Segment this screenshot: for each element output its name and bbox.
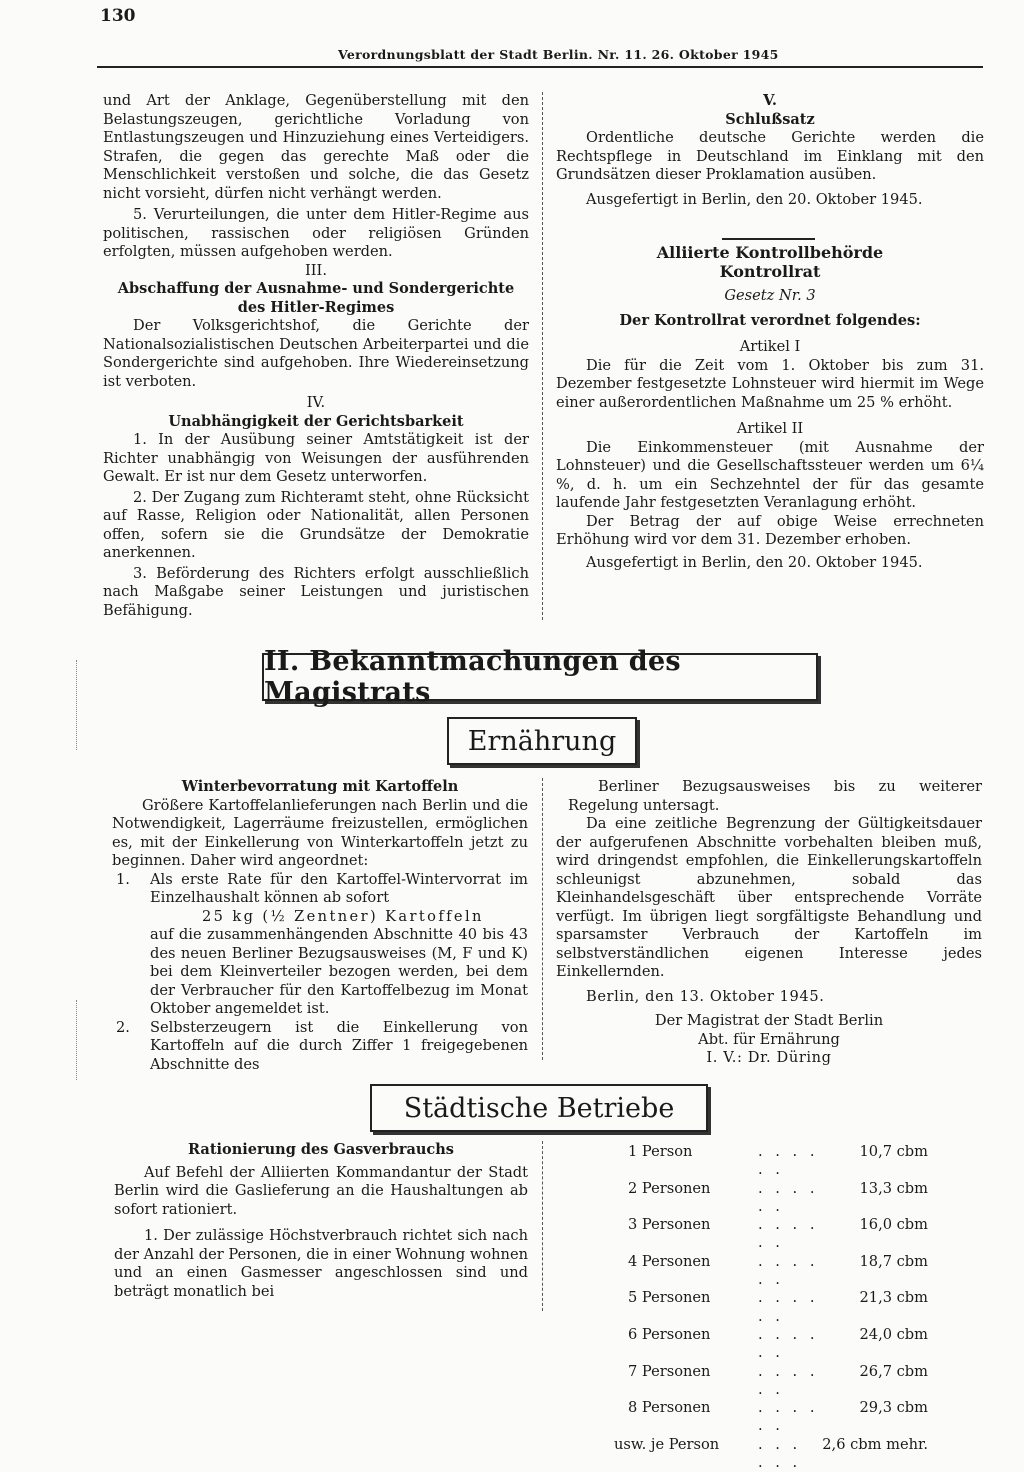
- persons-label: 6 Personen: [628, 1325, 711, 1343]
- table-row: [628, 1399, 948, 1436]
- section-title: Schlußsatz: [725, 110, 815, 128]
- allowance-value: 18,7 cbm: [859, 1252, 928, 1270]
- leader-dots: . . . . . .: [758, 1216, 819, 1252]
- table-row: [628, 1363, 948, 1400]
- signature-line: Abt. für Ernährung: [698, 1030, 840, 1048]
- paragraph: 5. Verurteilungen, die unter dem Hitler-Regime aus politischen, rassischen oder religiösen Gründen erfolgten, müssen aufgehoben werden.: [103, 206, 529, 260]
- gas-allowance-table: [614, 1143, 948, 1472]
- allowance-value: 13,3 cbm: [859, 1179, 928, 1197]
- table-row: [628, 1180, 948, 1217]
- issued-line: Ausgefertigt in Berlin, den 20. Oktober 1945.: [586, 190, 923, 208]
- allowance-value: 16,0 cbm: [859, 1216, 928, 1234]
- persons-label: 3 Personen: [628, 1216, 711, 1234]
- food-right-column: [556, 778, 982, 1068]
- column-divider: [542, 92, 544, 620]
- allowance-value: 2,6 cbm mehr.: [822, 1435, 928, 1453]
- section-title: Abschaffung der Ausnahme- und Sondergerichte: [117, 280, 515, 297]
- leader-dots: . . . . . .: [758, 1399, 819, 1435]
- allowance-value: 24,0 cbm: [859, 1325, 928, 1343]
- signature-line: Der Magistrat der Stadt Berlin: [654, 1012, 884, 1029]
- table-row: [628, 1253, 948, 1290]
- page-number: 130: [100, 6, 136, 26]
- allowance-value: 29,3 cbm: [859, 1399, 928, 1417]
- section-banner-utilities: [370, 1084, 708, 1132]
- authority-title: Alliierte Kontrollbehörde: [656, 243, 884, 262]
- signature-line: I. V.: Dr. Düring: [706, 1049, 832, 1066]
- issued-line: Ausgefertigt in Berlin, den 20. Oktober 1945.: [586, 553, 923, 571]
- section-number: III.: [305, 261, 327, 279]
- table-row: [628, 1289, 948, 1326]
- paragraph: Die für die Zeit vom 1. Oktober bis zum 31. Dezember festgesetzte Lohnsteuer wird hiermit im Wege einer außerordentlichen Maßnahme um 25 % erhöht.: [556, 356, 984, 411]
- paragraph: 1. In der Ausübung seiner Amtstätigkeit ist der Richter unabhängig von Weisungen der ausführenden Gewalt. Er ist nur dem Gesetz unterworfen.: [103, 431, 529, 485]
- table-row: [614, 1435, 948, 1472]
- paragraph: auf die zusammenhängenden Abschnitte 40 bis 43 des neuen Berliner Bezugsausweises (M, F und K) bei dem Kleinverteiler bezogen werden, bei dem der Verbraucher für den Kartoffelbezug im Monat Oktober angemeldet ist.: [150, 926, 528, 1017]
- persons-label: 5 Personen: [628, 1289, 711, 1307]
- article-title: Artikel II: [736, 420, 804, 437]
- paragraph: Als erste Rate für den Kartoffel-Wintervorrat im Einzelhaushalt können ab sofort: [150, 870, 528, 906]
- article-title: Artikel I: [739, 338, 801, 355]
- persons-label: usw. je Person: [614, 1435, 720, 1453]
- paragraph: 1. Der zulässige Höchstverbrauch richtet sich nach der Anzahl der Personen, die in einer Wohnung wohnen und an einen Gasmesser angeschlossen sind und beträgt monatlich bei: [114, 1227, 528, 1300]
- law-title: Gesetz Nr. 3: [724, 287, 816, 304]
- article-heading: Rationierung des Gasverbrauchs: [188, 1141, 454, 1158]
- leader-dots: . . . . . .: [758, 1252, 819, 1289]
- leader-dots: . . . . . .: [758, 1289, 819, 1325]
- leader-dots: . . . . . .: [758, 1179, 819, 1215]
- header-rule: [97, 66, 983, 68]
- allowance-value: 26,7 cbm: [859, 1362, 928, 1380]
- section-title: des Hitler-Regimes: [237, 298, 395, 316]
- food-left-column: [112, 778, 528, 1074]
- persons-label: 7 Personen: [628, 1362, 711, 1380]
- paragraph: Auf Befehl der Alliierten Kommandantur der Stadt Berlin wird die Gaslieferung an die Haushaltungen ab sofort rationiert.: [114, 1163, 528, 1218]
- date-line: Berlin, den 13. Oktober 1945.: [586, 987, 825, 1005]
- paragraph: und Art der Anklage, Gegenüberstellung mit den Belastungszeugen, gerichtliche Vorladung von Entlastungszeugen und Hinzuziehung eines Verteidigers. Strafen, die gegen das gerechte Maß oder die Menschlichkeit verstoßen und solche, die das Gesetz nicht vorsieht, dürfen nicht verhängt werden.: [103, 92, 529, 202]
- persons-label: 1 Person: [628, 1143, 693, 1160]
- paragraph: Der Betrag der auf obige Weise errechneten Erhöhung wird vor dem 31. Dezember erhoben.: [556, 512, 984, 548]
- paragraph: Da eine zeitliche Begrenzung der Gültigkeitsdauer der aufgerufenen Abschnitte vorbehalten bleiben muß, wird dringendst empfohlen, die Einkellerungskartoffeln schleunigst abzunehmen, sobald das Kleinhandelsgeschäft über entsprechende Vorräte verfügt. Im übrigen liegt sorgfältigste Behandlung und sparsamster Verbrauch der Kartoffeln im selbstverständlichen eigenen Interesse jedes Einkellernden.: [556, 815, 982, 980]
- persons-label: 2 Personen: [628, 1179, 711, 1197]
- column-divider: [542, 778, 544, 1060]
- scan-artifact: [76, 660, 78, 750]
- list-item: [112, 871, 528, 1019]
- separator-rule: [722, 238, 815, 240]
- column-divider: [542, 1141, 544, 1311]
- paragraph: Ordentliche deutsche Gerichte werden die Rechtspflege in Deutschland im Einklang mit den Grundsätzen dieser Proklamation ausüben.: [556, 129, 984, 183]
- table-row: [628, 1143, 948, 1180]
- list-item: [112, 1019, 528, 1075]
- section-number: IV.: [306, 394, 326, 411]
- section-banner-food: [447, 717, 637, 765]
- section-banner-magistrat: [262, 646, 818, 708]
- decree-line: Der Kontrollrat verordnet folgendes:: [619, 311, 921, 329]
- paragraph: Der Volksgerichtshof, die Gerichte der Nationalsozialistischen Deutschen Arbeiterpartei und die Sondergerichte sind aufgehoben. Ihre Wiedereinsetzung ist verboten.: [103, 317, 529, 390]
- leader-dots: . . . . . .: [758, 1362, 819, 1398]
- right-column-top: [556, 92, 984, 572]
- article-heading: Winterbevorratung mit Kartoffeln: [181, 778, 459, 795]
- table-row: [628, 1216, 948, 1253]
- leader-dots: . . . . . .: [758, 1435, 802, 1472]
- list-number: 2.: [116, 1018, 130, 1036]
- paragraph: 2. Der Zugang zum Richteramt steht, ohne Rücksicht auf Rasse, Religion oder Nationalität, allen Personen offen, sofern sie die Grundsätze der Demokratie anerkennen.: [103, 488, 529, 561]
- section-number: V.: [763, 92, 777, 109]
- scan-artifact: [76, 1000, 78, 1080]
- list-number: 1.: [116, 870, 130, 888]
- running-head: Verordnungsblatt der Stadt Berlin. Nr. 11. 26. Oktober 1945: [338, 47, 779, 62]
- gas-left-column: [114, 1141, 528, 1301]
- leader-dots: . . . . . .: [758, 1325, 819, 1362]
- persons-label: 4 Personen: [628, 1252, 711, 1270]
- banner-title: Städtische Betriebe: [403, 1092, 675, 1124]
- paragraph: 3. Beförderung des Richters erfolgt ausschließlich nach Maßgabe seiner Leistungen und juristischen Befähigung.: [103, 564, 529, 619]
- section-title: Unabhängigkeit der Gerichtsbarkeit: [168, 412, 464, 430]
- allowance-value: 10,7 cbm: [859, 1143, 928, 1160]
- left-column-top: [103, 92, 529, 620]
- paragraph: Selbsterzeugern ist die Einkellerung von Kartoffeln auf die durch Ziffer 1 freigegebenen Abschnitte des: [150, 1018, 528, 1073]
- ration-amount: 25 kg (½ Zentner) Kartoffeln: [202, 907, 484, 925]
- table-row: [628, 1326, 948, 1363]
- paragraph: Größere Kartoffelanlieferungen nach Berlin und die Notwendigkeit, Lagerräume freizustellen, ermöglichen es, mit der Einkellerung von Winterkartoffeln jetzt zu beginnen. Daher wird angeordnet:: [112, 796, 528, 869]
- persons-label: 8 Personen: [628, 1399, 711, 1417]
- paragraph: Berliner Bezugsausweises bis zu weiterer Regelung untersagt.: [568, 778, 982, 814]
- banner-title: II. Bekanntmachungen des Magistrats: [264, 646, 681, 708]
- paragraph: Die Einkommensteuer (mit Ausnahme der Lohnsteuer) und die Gesellschaftssteuer werden um 6¼ %, d. h. um ein Sechzehntel der für das gesamte laufende Jahr festgesetzten Veranlagung erhöht.: [556, 438, 984, 511]
- leader-dots: . . . . . .: [758, 1143, 819, 1179]
- authority-title: Kontrollrat: [719, 262, 821, 281]
- allowance-value: 21,3 cbm: [859, 1289, 928, 1307]
- banner-title: Ernährung: [467, 725, 617, 757]
